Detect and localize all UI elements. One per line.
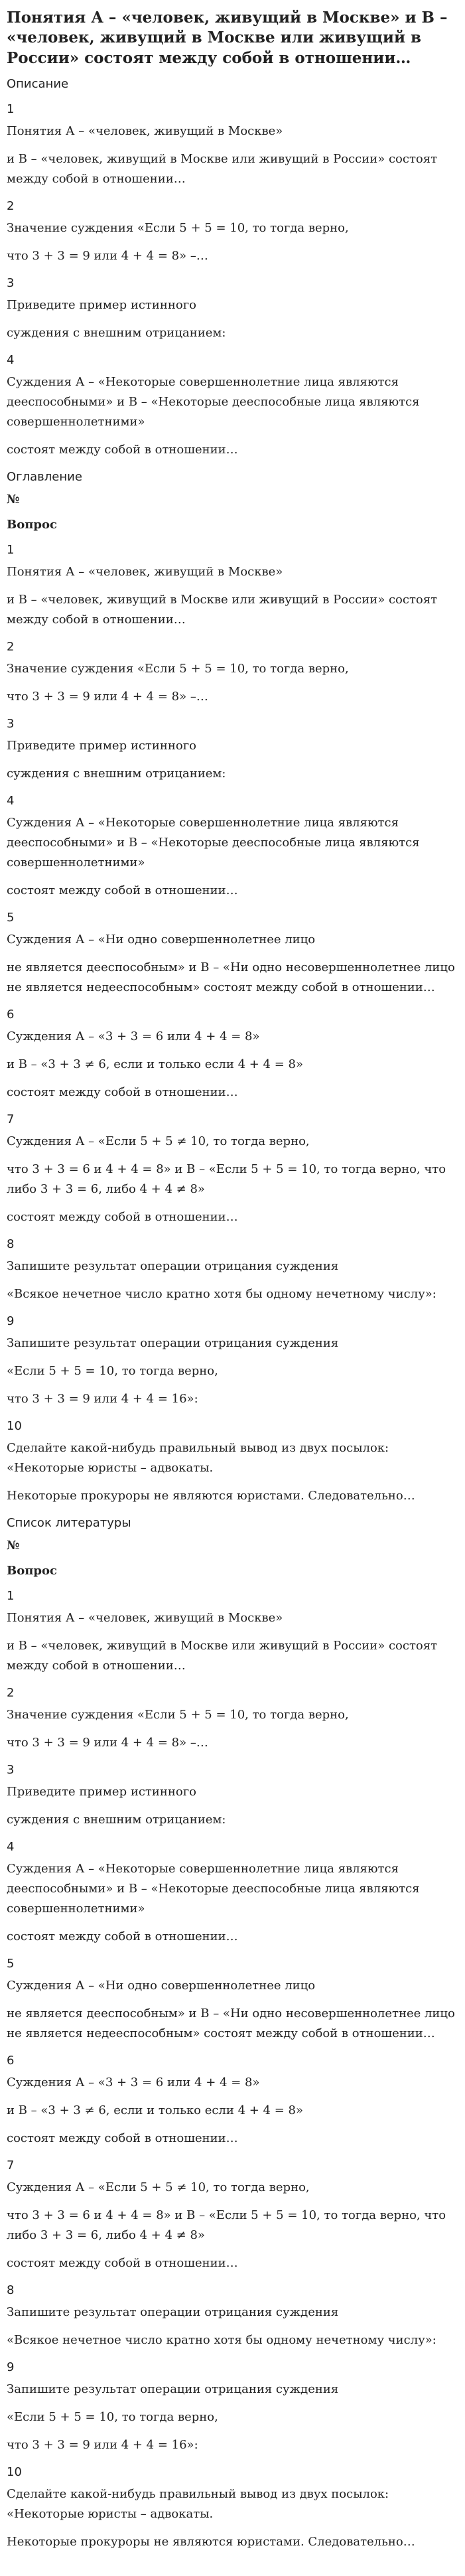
question-text: «Если 5 + 5 = 10, то тогда верно,: [7, 1364, 218, 1379]
question-number: 3: [7, 717, 15, 731]
question-text: и В – «человек, живущий в Москве или живущий в России» состоят между собой в отношении…: [7, 1639, 438, 1673]
question-row: [7, 715, 458, 784]
question-text: Некоторые прокуроры не являются юристами. Следовательно…: [7, 2535, 415, 2549]
question-number: 9: [7, 2360, 15, 2375]
item-text: что 3 + 3 = 9 или 4 + 4 = 8» –…: [7, 249, 208, 264]
question-text: состоят между собой в отношении…: [7, 1085, 238, 1100]
question-text: состоят между собой в отношении…: [7, 2131, 238, 2146]
question-text: Приведите пример истинного: [7, 1785, 196, 1799]
item-text: и В – «человек, живущий в Москве или живущий в России» состоят между собой в отношении…: [7, 152, 438, 187]
table-head-num: №: [7, 1539, 20, 1553]
question-text: Некоторые прокуроры не являются юристами. Следовательно…: [7, 1489, 415, 1503]
question-text: состоят между собой в отношении…: [7, 2256, 238, 2271]
item-number: 1: [7, 102, 15, 117]
question-text: что 3 + 3 = 9 или 4 + 4 = 16»:: [7, 1392, 198, 1406]
question-number: 10: [7, 1419, 22, 1434]
question-row: [7, 2052, 458, 2149]
question-text: что 3 + 3 = 9 или 4 + 4 = 8» –…: [7, 1736, 208, 1750]
description-label: Описание: [7, 77, 69, 92]
question-number: 4: [7, 794, 15, 808]
description-item: [7, 274, 458, 343]
question-number: 5: [7, 1957, 15, 1971]
question-text: Суждения А – «Некоторые совершеннолетние лица являются дееспособными» и В – «Некоторые дееспособные лица являются совершеннолетними»: [7, 1862, 420, 1916]
question-row: [7, 1684, 458, 1753]
question-text: Суждения А – «Если 5 + 5 ≠ 10, то тогда верно,: [7, 2180, 310, 2195]
item-text: Понятия А – «человек, живущий в Москве»: [7, 124, 283, 139]
question-text: Запишите результат операции отрицания суждения: [7, 1336, 339, 1351]
question-row: [7, 1312, 458, 1409]
table-head-question: Вопрос: [7, 1564, 57, 1578]
question-text: и В – «3 + 3 ≠ 6, если и только если 4 + 4 = 8»: [7, 2103, 304, 2118]
item-text: состоят между собой в отношении…: [7, 443, 238, 457]
question-number: 9: [7, 1314, 15, 1329]
question-text: Суждения А – «3 + 3 = 6 или 4 + 4 = 8»: [7, 2076, 260, 2090]
description-item: [7, 197, 458, 266]
question-text: Суждения А – «Если 5 + 5 ≠ 10, то тогда верно,: [7, 1134, 310, 1149]
question-row: [7, 638, 458, 707]
question-number: 8: [7, 2283, 15, 2298]
question-row: [7, 541, 458, 630]
references-label: Список литературы: [7, 1516, 131, 1531]
question-text: «Всякое нечетное число кратно хотя бы одному нечетному числу»:: [7, 2333, 436, 2348]
question-text: что 3 + 3 = 6 и 4 + 4 = 8» и В – «Если 5 + 5 = 10, то тогда верно, что либо 3 + 3 = 6, либо 4 + 4 ≠ 8»: [7, 1162, 446, 1197]
question-number: 1: [7, 1589, 15, 1604]
toc-label: Оглавление: [7, 470, 82, 485]
table-head-question: Вопрос: [7, 518, 57, 532]
description-list: [7, 100, 458, 460]
table-head-num: №: [7, 492, 20, 507]
question-number: 6: [7, 2054, 15, 2068]
question-row: [7, 1417, 458, 1506]
question-text: Понятия А – «человек, живущий в Москве»: [7, 565, 283, 579]
question-number: 4: [7, 1840, 15, 1855]
item-number: 2: [7, 199, 15, 214]
question-row: [7, 1235, 458, 1304]
question-text: что 3 + 3 = 9 или 4 + 4 = 8» –…: [7, 690, 208, 704]
question-row: [7, 1955, 458, 2044]
question-number: 2: [7, 640, 15, 654]
question-number: 2: [7, 1686, 15, 1701]
question-text: «Всякое нечетное число кратно хотя бы одному нечетному числу»:: [7, 1287, 436, 1302]
question-text: Значение суждения «Если 5 + 5 = 10, то тогда верно,: [7, 1708, 349, 1722]
question-row: [7, 792, 458, 901]
question-text: Запишите результат операции отрицания суждения: [7, 1259, 339, 1274]
question-row: [7, 909, 458, 998]
question-row: [7, 2157, 458, 2273]
question-row: [7, 1110, 458, 1227]
question-text: состоят между собой в отношении…: [7, 883, 238, 898]
question-row: [7, 2463, 458, 2552]
question-table: [7, 1537, 458, 2552]
item-text: Значение суждения «Если 5 + 5 = 10, то тогда верно,: [7, 221, 349, 236]
question-number: 8: [7, 1237, 15, 1252]
question-number: 10: [7, 2465, 22, 2480]
description-item: [7, 100, 458, 189]
question-text: Значение суждения «Если 5 + 5 = 10, то тогда верно,: [7, 662, 349, 676]
item-number: 4: [7, 353, 15, 368]
item-text: Приведите пример истинного: [7, 298, 196, 313]
question-text: Приведите пример истинного: [7, 739, 196, 753]
question-number: 3: [7, 1763, 15, 1778]
question-text: Суждения А – «Ни одно совершеннолетнее лицо: [7, 1979, 316, 1993]
question-text: «Если 5 + 5 = 10, то тогда верно,: [7, 2410, 218, 2425]
question-text: и В – «3 + 3 ≠ 6, если и только если 4 + 4 = 8»: [7, 1057, 304, 1072]
question-number: 7: [7, 2159, 15, 2173]
page-title: Понятия А – «человек, живущий в Москве» и В – «человек, живущий в Москве или живущий в России» состоят между собой в отношении…: [7, 9, 448, 67]
question-text: Суждения А – «Некоторые совершеннолетние лица являются дееспособными» и В – «Некоторые дееспособные лица являются совершеннолетними»: [7, 816, 420, 870]
question-number: 7: [7, 1112, 15, 1127]
question-text: Понятия А – «человек, живущий в Москве»: [7, 1611, 283, 1626]
question-text: и В – «человек, живущий в Москве или живущий в России» состоят между собой в отношении…: [7, 593, 438, 627]
question-text: Запишите результат операции отрицания суждения: [7, 2382, 339, 2397]
question-number: 5: [7, 911, 15, 925]
question-text: состоят между собой в отношении…: [7, 1930, 238, 1944]
item-text: суждения с внешним отрицанием:: [7, 326, 226, 341]
question-row: [7, 1587, 458, 1676]
question-row: [7, 2358, 458, 2455]
question-row: [7, 1006, 458, 1102]
question-text: состоят между собой в отношении…: [7, 1210, 238, 1225]
question-text: суждения с внешним отрицанием:: [7, 767, 226, 781]
question-text: Сделайте какой-нибудь правильный вывод из двух посылок: «Некоторые юристы – адвокаты.: [7, 2487, 389, 2522]
question-row: [7, 1838, 458, 1947]
question-text: что 3 + 3 = 6 и 4 + 4 = 8» и В – «Если 5 + 5 = 10, то тогда верно, что либо 3 + 3 = 6, либо 4 + 4 ≠ 8»: [7, 2208, 446, 2243]
item-text: Суждения А – «Некоторые совершеннолетние лица являются дееспособными» и В – «Некоторые дееспособные лица являются совершеннолетними»: [7, 375, 420, 429]
question-text: не является дееспособным» и В – «Ни одно несовершеннолетнее лицо не является недееспособным» состоят между собой в отношении…: [7, 960, 455, 995]
question-text: Суждения А – «3 + 3 = 6 или 4 + 4 = 8»: [7, 1029, 260, 1044]
question-row: [7, 2281, 458, 2350]
question-row: [7, 1761, 458, 1830]
question-text: суждения с внешним отрицанием:: [7, 1813, 226, 1827]
description-item: [7, 351, 458, 460]
question-number: 1: [7, 543, 15, 558]
question-text: Сделайте какой-нибудь правильный вывод из двух посылок: «Некоторые юристы – адвокаты.: [7, 1441, 389, 1476]
question-text: не является дееспособным» и В – «Ни одно несовершеннолетнее лицо не является недееспособным» состоят между собой в отношении…: [7, 2007, 455, 2041]
question-number: 6: [7, 1008, 15, 1022]
question-table: [7, 491, 458, 1506]
item-number: 3: [7, 276, 15, 291]
question-text: Суждения А – «Ни одно совершеннолетнее лицо: [7, 933, 316, 947]
question-text: что 3 + 3 = 9 или 4 + 4 = 16»:: [7, 2438, 198, 2453]
question-text: Запишите результат операции отрицания суждения: [7, 2305, 339, 2320]
